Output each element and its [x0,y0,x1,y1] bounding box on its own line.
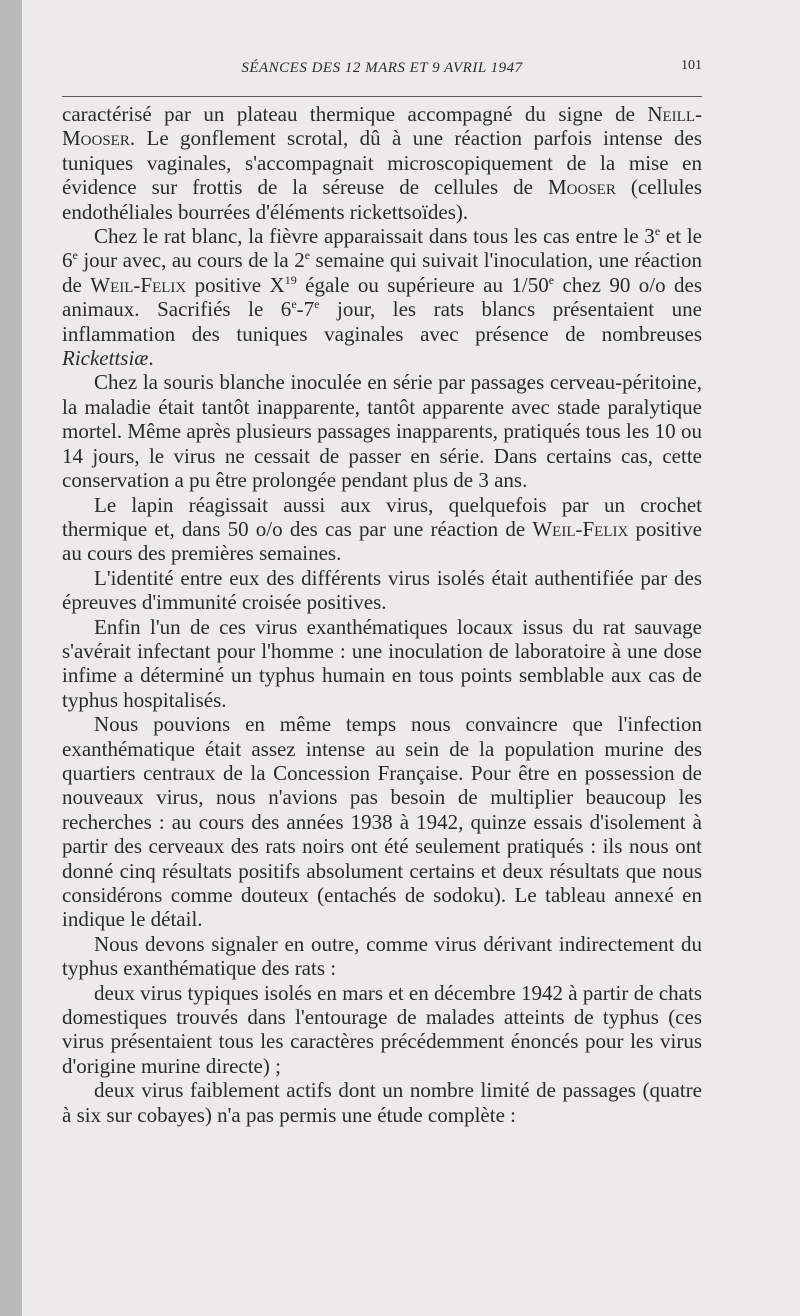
paragraph [62,102,702,224]
text-run: chez 90 o/o des animaux. Sacrifiés le 6 [62,272,702,322]
superscript: e [314,297,320,312]
text-run: Nous pouvions en même temps nous convaincre que l'infection exanthématique était assez intense au sein de la population murine des quartiers centraux de la Concession Française. Pour être en possession de nouveaux virus, nous n'avions pas besoin de multiplier beaucoup les recherches : au cours des années 1938 à 1942, quinze essais d'isolement à partir des cerveaux des rats noirs ont été seulement pratiqués : ils nous ont donné cinq résultats positifs absolument certains et deux résultats que nous considérons comme douteux (entachés de sodoku). Le tableau annexé en indique le détail. [62,712,702,932]
paragraph [62,1078,702,1127]
paragraph [62,932,702,981]
text-run: -7 [296,297,315,322]
text-run: caractérisé par un plateau thermique accompagné du signe de [62,102,648,126]
paragraph [62,981,702,1079]
text-run: jour, les rats blancs présentaient une inflammation des tuniques vaginales avec présence de nombreuses [62,297,703,346]
text-run: . Le gonflement scrotal, dû à une réaction parfois intense des tuniques vaginales, s'accompagnait microscopiquement de la mise en évidence sur frottis de la séreuse de cellules de [62,126,702,200]
superscript: e [654,224,661,239]
text-run: et le 6 [62,224,703,273]
paragraph [62,370,702,492]
page-number: 101 [681,58,702,73]
text-run: . [148,346,154,371]
text-run: Chez le rat blanc, la fièvre apparaissait dans tous les cas entre le 3 [94,224,655,249]
text-run: Chez la souris blanche inoculée en série par passages cerveau-péritoine, la maladie était tantôt inapparente, tantôt apparente avec stade paralytique mortel. Même après plusieurs passages inapparents, pratiqués tous les 10 ou 14 jours, le virus ne cessait de passer en série. Dans certains cas, cette conservation a pu être prolongée pendant plus de 3 ans. [62,370,702,493]
text-run: semaine qui suivait l'inoculation, une réaction de [62,248,702,297]
page-header [62,56,702,84]
superscript: e [304,248,311,263]
text-run: Nous devons signaler en outre, comme virus dérivant indirectement du typhus exanthématique des rats : [62,931,702,981]
text-run: Le lapin réagissait aussi aux virus, quelquefois par un crochet thermique et, dans 50 o/o des cas par une réaction de [62,492,702,541]
superscript: e [548,272,555,287]
paragraph [62,615,702,713]
superscript: 19 [284,272,297,287]
text-run: positive au cours des premières semaines. [62,516,702,566]
running-title: SÉANCES DES 12 MARS ET 9 AVRIL 1947 [241,60,523,76]
author-name: Weil-Felix [90,272,187,297]
text-run: L'identité entre eux des différents virus isolés était authentifiée par des épreuves d'immunité croisée positives. [62,565,702,615]
text-run: (cellules endothéliales bourrées d'éléments rickettsoïdes). [62,175,702,224]
author-name: Neill-Mooser [62,102,702,151]
paragraph [62,224,702,370]
header-rule [62,96,702,97]
text-run: positive X [186,272,285,297]
paragraph [62,493,702,566]
body-text [62,102,702,1127]
superscript: e [291,297,297,312]
paragraph [62,566,702,615]
author-name: Mooser [548,175,616,200]
text-run: deux virus faiblement actifs dont un nombre limité de passages (quatre à six sur cobayes) n'a pas permis une étude complète : [62,1078,702,1127]
text-run: Enfin l'un de ces virus exanthématiques locaux issus du rat sauvage s'avérait infectant pour l'homme : une inoculation de laboratoire à une dose infime a déterminé un typhus humain en tous points semblable aux cas de typhus hospitalisés. [62,614,702,712]
text-run: jour avec, au cours de la 2 [77,248,305,273]
italic-term: Rickettsiæ [62,346,149,371]
text-run: égale ou supérieure au 1/50 [296,272,549,297]
superscript: e [72,248,78,263]
author-name: Weil-Felix [532,516,629,541]
text-run: deux virus typiques isolés en mars et en décembre 1942 à partir de chats domestiques trouvés dans l'entourage de malades atteints de typhus (ces virus présentaient tous les caractères précédemment énoncés pour les virus d'origine murine directe) ; [62,980,702,1078]
paragraph [62,712,702,932]
